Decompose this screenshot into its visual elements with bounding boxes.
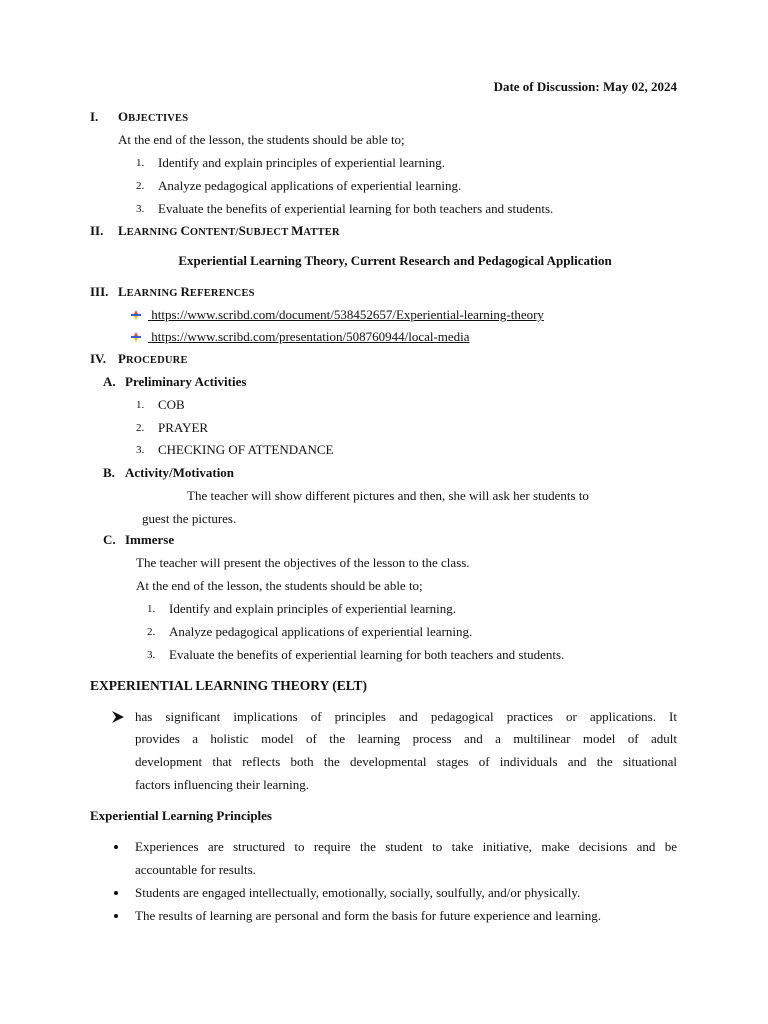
immerse-text: At the end of the lesson, the students should be able to; [136,578,423,593]
procedure-c-title: Immerse [125,532,175,547]
principle-line: accountable for results. [135,862,256,877]
immerse-text: The teacher will present the objectives of the lesson to the class. [136,555,470,570]
reference-link[interactable]: https://www.scribd.com/presentation/508760944/local-media [151,329,470,344]
objective-item: Evaluate the benefits of experiential learning for both teachers and students. [158,201,554,216]
reference-link[interactable]: https://www.scribd.com/document/538452657/Experiential-learning-theory [151,307,544,322]
motivation-text: guest the pictures. [142,511,237,526]
elt-heading: EXPERIENTIAL LEARNING THEORY (ELT) [90,678,367,693]
section-objectives-numeral: I. [90,109,99,124]
objective-number: 3. [136,203,145,215]
section-objectives-heading: OBJECTIVES [118,109,189,124]
immerse-number: 3. [147,649,156,661]
principle-line: Students are engaged intellectually, emotionally, socially, soulfully, and/or physically. [135,885,581,900]
reference-bullet-icon [130,331,142,343]
immerse-number: 1. [147,603,156,615]
objective-item: Identify and explain principles of experiential learning. [158,155,445,170]
subject-title: Experiential Learning Theory, Current Research and Pedagogical Application [178,253,612,268]
procedure-a-title: Preliminary Activities [125,374,247,389]
immerse-item: Analyze pedagogical applications of experiential learning. [169,624,473,639]
section-content-numeral: II. [90,223,104,238]
objective-number: 1. [136,157,145,169]
procedure-b-letter: B. [103,465,115,480]
bullet-dot [114,891,118,895]
elt-paragraph-line: provides a holistic model of the learning process and a multilinear model of adult [135,731,677,746]
immerse-item: Identify and explain principles of experiential learning. [169,601,456,616]
bullet-dot [114,914,118,918]
objective-number: 2. [136,180,145,192]
principle-line: Experiences are structured to require the student to take initiative, make decisions and be [135,839,677,854]
principles-heading: Experiential Learning Principles [90,808,272,823]
immerse-number: 2. [147,626,156,638]
elt-paragraph-line: development that reflects both the developmental stages of individuals and the situational [135,754,677,769]
arrow-bullet-icon [112,711,124,723]
procedure-a-letter: A. [103,374,116,389]
elt-paragraph-line: factors influencing their learning. [135,777,309,792]
section-procedure-numeral: IV. [90,351,107,366]
bullet-dot [114,845,118,849]
elt-paragraph-line: has significant implications of principles and pedagogical practices or applications. It [135,709,677,724]
activity-item: COB [158,397,185,412]
date-of-discussion: Date of Discussion: May 02, 2024 [493,79,677,94]
objectives-intro: At the end of the lesson, the students should be able to; [118,132,405,147]
section-content-heading: LEARNING CONTENT/SUBJECT MATTER [118,223,340,238]
objective-item: Analyze pedagogical applications of experiential learning. [158,178,462,193]
activity-number: 1. [136,399,145,411]
activity-number: 2. [136,422,145,434]
section-references-heading: LEARNING REFERENCES [118,284,255,299]
procedure-b-title: Activity/Motivation [125,465,235,480]
section-references-numeral: III. [90,284,109,299]
motivation-text: The teacher will show different pictures and then, she will ask her students to [187,488,589,503]
reference-bullet-icon [130,309,142,321]
procedure-c-letter: C. [103,532,116,547]
principle-line: The results of learning are personal and form the basis for future experience and learning. [135,908,602,923]
activity-item: CHECKING OF ATTENDANCE [158,442,334,457]
immerse-item: Evaluate the benefits of experiential learning for both teachers and students. [169,647,565,662]
activity-item: PRAYER [158,420,209,435]
section-procedure-heading: PROCEDURE [118,351,188,366]
activity-number: 3. [136,444,145,456]
